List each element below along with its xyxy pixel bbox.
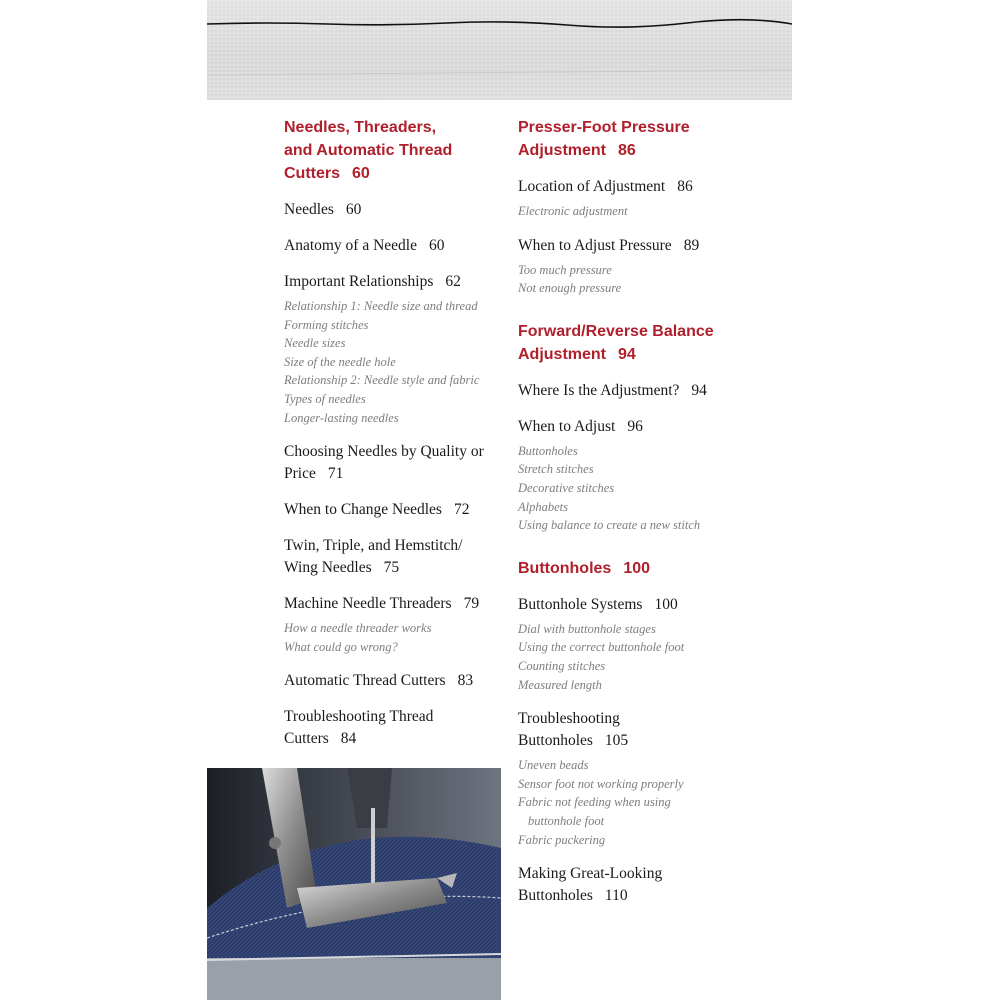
toc-entry[interactable]: Automatic Thread Cutters 83 (284, 672, 474, 690)
toc-subentry: Forming stitches (284, 317, 369, 332)
toc-right-column (518, 116, 748, 907)
toc-subentry: Uneven beads (518, 758, 589, 773)
toc-subentry: Types of needles (284, 391, 366, 406)
toc-entry[interactable]: When to Change Needles 72 (284, 501, 470, 519)
toc-subentry: Stretch stitches (518, 462, 594, 477)
toc-subentry: What could go wrong? (284, 639, 398, 654)
toc-subentry: How a needle threader works (284, 621, 432, 636)
section-heading-presser-foot[interactable]: Presser-Foot Pressure Adjustment 86 (518, 119, 690, 159)
toc-subentry: Dial with buttonhole stages (518, 621, 656, 636)
toc-subentry: Counting stitches (518, 658, 606, 673)
toc-subentry: Buttonholes (518, 443, 578, 458)
toc-entry[interactable]: Choosing Needles by Quality or Price 71 (284, 443, 484, 483)
toc-subentry: buttonhole foot (528, 813, 605, 828)
toc-subentry: Fabric not feeding when using (518, 795, 671, 810)
toc-entry[interactable]: Location of Adjustment 86 (518, 178, 693, 195)
section-heading-buttonholes[interactable]: Buttonholes 100 (518, 559, 651, 577)
toc-entry[interactable]: Troubleshooting Thread Cutters 84 (284, 708, 434, 748)
toc-subentry: Using the correct buttonhole foot (518, 640, 685, 655)
section-heading-needles[interactable]: Needles, Threaders, and Automatic Thread Cutters 60 (284, 119, 453, 182)
toc-subentry: Electronic adjustment (518, 204, 628, 218)
toc-left-column (284, 116, 494, 750)
toc-entry[interactable]: Buttonhole Systems 100 (518, 595, 678, 613)
toc-entry[interactable]: When to Adjust Pressure 89 (518, 236, 700, 254)
toc-subentry: Not enough pressure (518, 281, 622, 296)
toc-entry[interactable]: Twin, Triple, and Hemstitch/ Wing Needles 75 (284, 537, 463, 577)
toc-subentry: Needle sizes (284, 336, 346, 351)
sewing-machine-photo (207, 768, 501, 1000)
toc-subentry: Using balance to create a new stitch (518, 518, 701, 533)
toc-subentry: Alphabets (518, 499, 568, 514)
toc-subentry: Relationship 2: Needle style and fabric (284, 373, 480, 388)
toc-subentry: Size of the needle hole (284, 354, 396, 369)
toc-subentry: Fabric puckering (518, 832, 606, 847)
toc-entry[interactable]: When to Adjust 96 (518, 417, 643, 435)
toc-entry[interactable]: Making Great-Looking Buttonholes 110 (518, 865, 663, 905)
book-page (207, 0, 792, 1000)
toc-entry[interactable]: Important Relationships 62 (284, 273, 461, 290)
section-heading-balance[interactable]: Forward/Reverse Balance Adjustment 94 (518, 322, 714, 363)
toc-entry[interactable]: Troubleshooting Buttonholes 105 (518, 710, 629, 750)
toc-entry[interactable]: Where Is the Adjustment? 94 (518, 381, 707, 399)
toc-subentry: Decorative stitches (518, 480, 615, 495)
stitched-fabric-photo (207, 0, 792, 100)
toc-subentry: Relationship 1: Needle size and thread (284, 299, 478, 313)
toc-subentry: Longer-lasting needles (284, 410, 399, 425)
toc-subentry: Too much pressure (518, 262, 612, 277)
toc-subentry: Measured length (518, 677, 602, 692)
toc-entry[interactable]: Machine Needle Threaders 79 (284, 595, 480, 613)
toc-subentry: Sensor foot not working properly (518, 776, 684, 791)
toc-entry[interactable]: Anatomy of a Needle 60 (284, 237, 445, 254)
toc-entry[interactable]: Needles 60 (284, 201, 362, 218)
